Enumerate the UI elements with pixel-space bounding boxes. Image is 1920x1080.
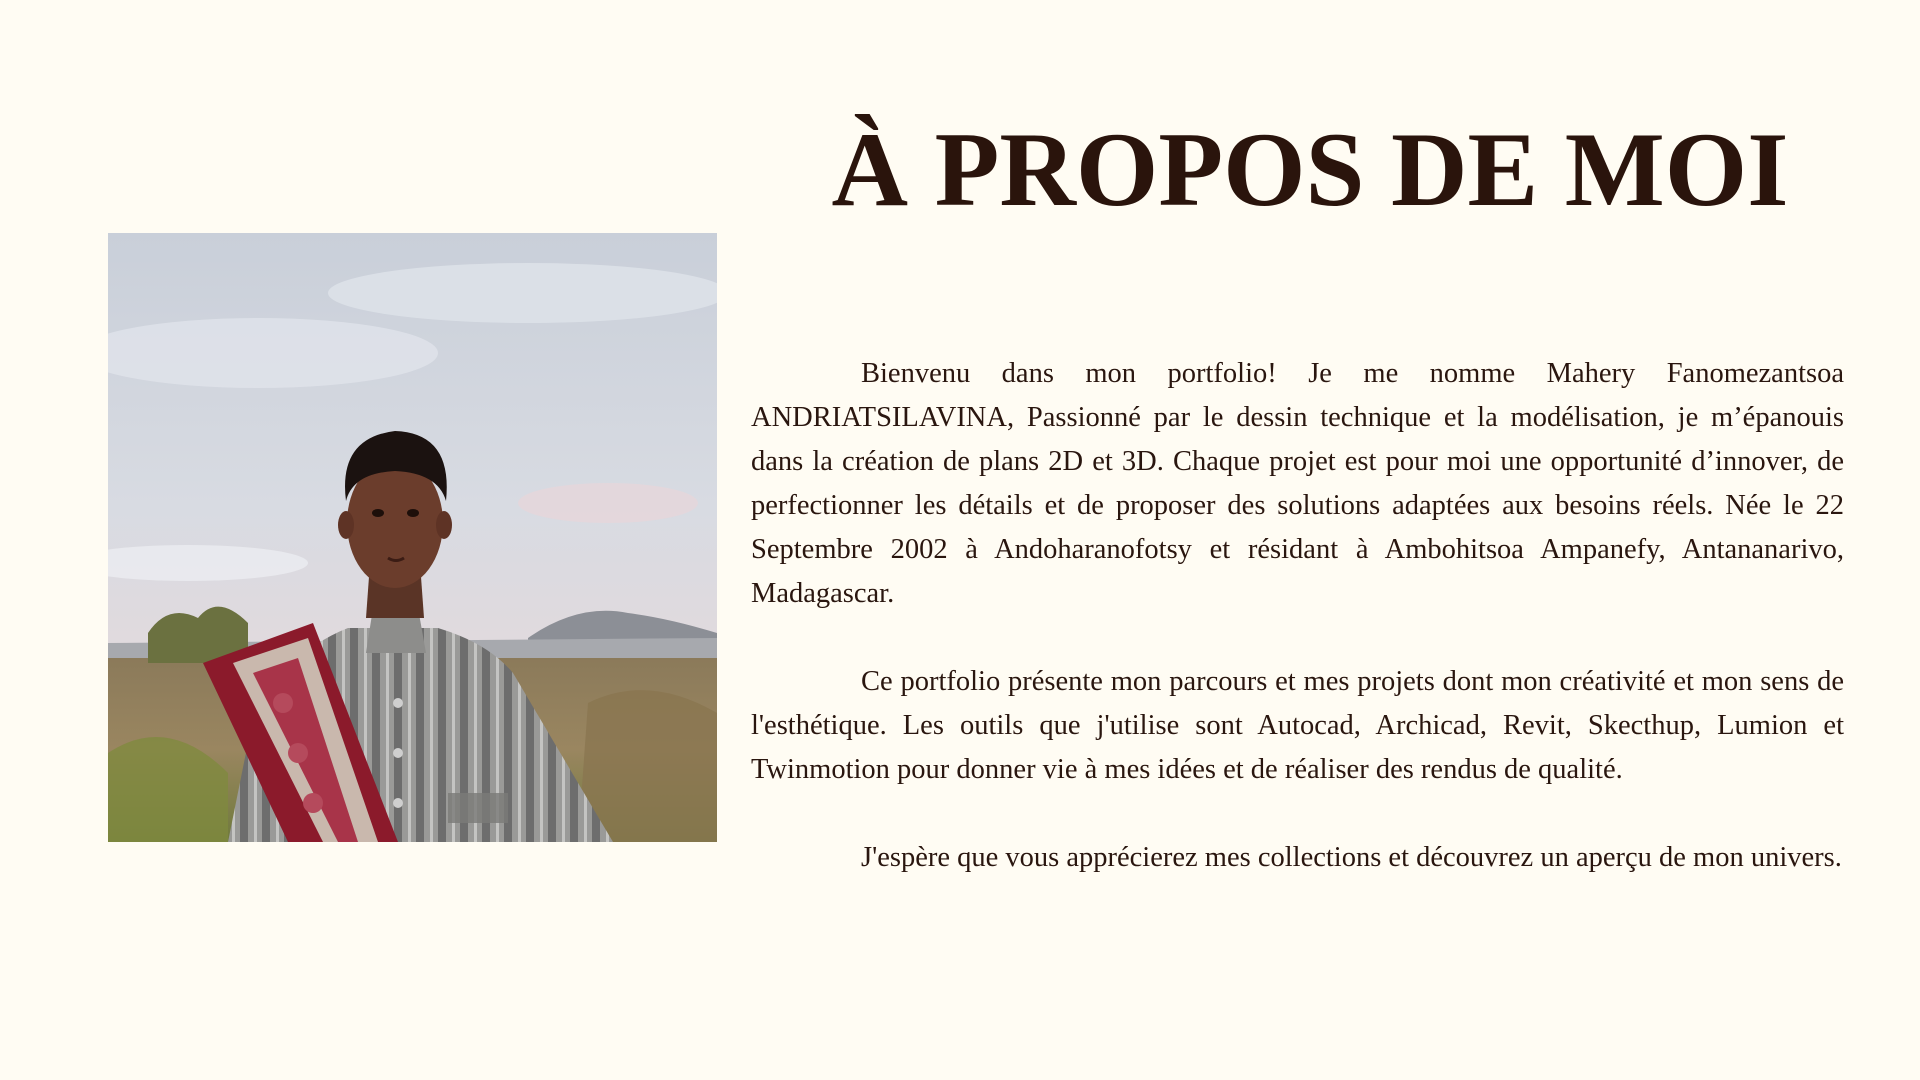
paragraph-tools: Ce portfolio présente mon parcours et mes projets dont mon créativité et mon sens de l'esthétique. Les outils que j'utilise sont Autocad, Archicad, Revit, Skecthup, Lumion et Twinmotion pour donner vie à mes idées et de réaliser des rendus de qualité. (751, 666, 1844, 785)
paragraph-intro: Bienvenu dans mon portfolio! Je me nomme Mahery Fanomezantsoa ANDRIATSILAVINA, Passionné par le dessin technique et la modélisation, je m’épanouis dans la création de plans 2D et 3D. Chaque projet est pour moi une opportunité d’innover, de perfectionner les détails et de proposer des solutions adaptées aux besoins réels. Née le 22 Septembre 2002 à Andoharanofotsy et résidant à Ambohitsoa Ampanefy, Antananarivo, Madagascar. (751, 358, 1844, 609)
about-text (751, 352, 1844, 924)
portrait-photo (108, 233, 717, 842)
page-title: À PROPOS DE MOI (831, 111, 1789, 228)
paragraph-closing: J'espère que vous apprécierez mes collections et découvrez un aperçu de mon univers. (861, 842, 1842, 873)
portrait-photo-icon (108, 233, 717, 842)
